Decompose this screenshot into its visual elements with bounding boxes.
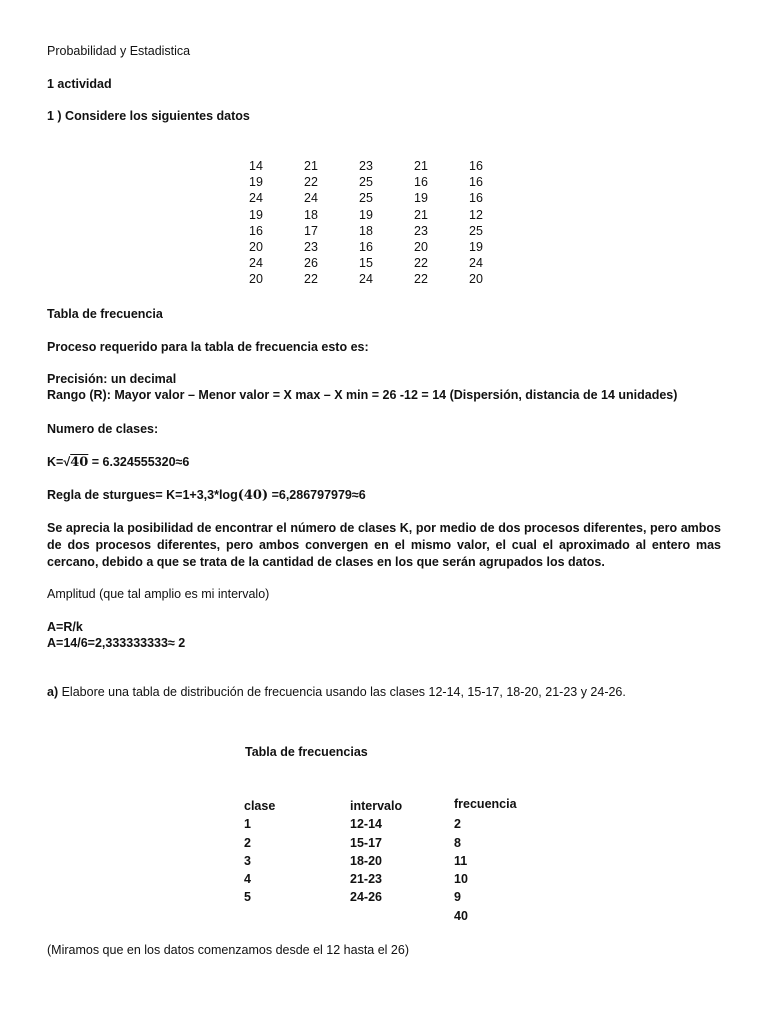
data-cell: 25: [359, 175, 373, 190]
data-cell: 19: [249, 175, 263, 190]
explanation-paragraph: Se aprecia la posibilidad de encontrar el número de clases K, por medio de dos procesos diferentes, pero ambos de dos procesos diferentes, pero ambos convergen en el mismo valor, el cual el aproximado al entero mas cercano, debido a que se trata de la cantidad de clases en los que serán agrupados los datos.: [47, 521, 721, 569]
header-frecuencia: frecuencia: [454, 797, 517, 811]
data-cell: 14: [249, 159, 263, 173]
freq-frecuencia-cell: 9: [454, 890, 461, 905]
data-cell: 16: [469, 191, 483, 206]
freq-frecuencia-cell: 10: [454, 872, 468, 887]
data-cell: 20: [249, 272, 263, 287]
data-cell: 22: [304, 175, 318, 190]
note-text: (Miramos que en los datos comenzamos desde el 12 hasta el 26): [47, 943, 409, 957]
data-cell: 22: [414, 272, 428, 287]
data-row: [249, 239, 524, 255]
data-cell: 23: [304, 239, 318, 254]
freq-table-title: Tabla de frecuencias: [245, 745, 368, 759]
raw-data-table: [249, 158, 524, 288]
sqrt-formula: [47, 454, 189, 471]
data-cell: 25: [359, 191, 373, 206]
data-cell: 23: [414, 223, 428, 238]
freq-intervalo-cell: 15-17: [350, 835, 382, 850]
freq-row: [244, 888, 534, 906]
activity-heading: 1 actividad: [47, 77, 112, 91]
freq-row: [244, 834, 534, 852]
precision-text: Precisión: un decimal: [47, 372, 177, 386]
data-cell: 24: [469, 256, 483, 271]
freq-total: 40: [454, 908, 468, 923]
sturges-prefix: Regla de sturgues= K=1+3,3*log: [47, 488, 238, 502]
part-a-label: a): [47, 685, 59, 699]
data-cell: 19: [414, 191, 428, 206]
freq-frecuencia-cell: 2: [454, 817, 461, 832]
part-a: [47, 684, 626, 700]
sqrt-prefix: K=: [47, 455, 64, 469]
amplitude-calc: A=14/6=2,333333333≈ 2: [47, 636, 186, 650]
data-cell: 12: [469, 207, 483, 222]
data-cell: 16: [414, 175, 428, 190]
number-of-classes-heading: Numero de clases:: [47, 422, 159, 436]
freq-clase-cell: 3: [244, 853, 251, 868]
freq-row: [244, 870, 534, 888]
data-cell: 21: [304, 159, 318, 173]
sqrt-radicand: 40: [70, 455, 89, 470]
empty-cell: [350, 907, 454, 925]
data-cell: 24: [359, 272, 373, 287]
data-row: [249, 158, 524, 174]
data-cell: 18: [304, 207, 318, 222]
data-cell: 16: [359, 239, 373, 254]
freq-clase-cell: 2: [244, 835, 251, 850]
data-row: [249, 255, 524, 271]
frequency-table: [244, 797, 534, 925]
amplitude-formula: A=R/k: [47, 620, 83, 634]
data-cell: 21: [414, 159, 428, 173]
freq-total-row: [244, 907, 534, 925]
data-row: [249, 207, 524, 223]
data-cell: 21: [414, 207, 428, 222]
data-cell: 24: [249, 256, 263, 271]
freq-clase-cell: 4: [244, 872, 251, 887]
data-cell: 19: [249, 207, 263, 222]
amplitude-heading: Amplitud (que tal amplio es mi intervalo): [47, 587, 270, 601]
freq-intervalo-cell: 12-14: [350, 817, 382, 832]
doc-title: Probabilidad y Estadistica: [47, 44, 191, 58]
frequency-table-heading: Tabla de frecuencia: [47, 307, 163, 321]
sturges-formula: [47, 487, 366, 504]
data-cell: 16: [469, 175, 483, 190]
data-cell: 22: [304, 272, 318, 287]
data-row: [249, 271, 524, 287]
data-cell: 18: [359, 223, 373, 238]
data-cell: 25: [469, 223, 483, 238]
data-cell: 22: [414, 256, 428, 271]
data-cell: 20: [249, 239, 263, 254]
data-cell: 19: [359, 207, 373, 222]
data-row: [249, 223, 524, 239]
data-row: [249, 190, 524, 206]
freq-frecuencia-cell: 8: [454, 835, 461, 850]
freq-frecuencia-cell: 11: [454, 853, 468, 868]
sqrt-symbol: √: [63, 455, 71, 469]
data-cell: 20: [414, 239, 428, 254]
data-cell: 23: [359, 159, 373, 173]
part-a-text: Elabore una tabla de distribución de frecuencia usando las clases 12-14, 15-17, 18-20, 21-23 y 24-26.: [58, 685, 626, 699]
freq-intervalo-cell: 18-20: [350, 853, 382, 868]
data-cell: 16: [469, 159, 483, 173]
freq-clase-cell: 1: [244, 817, 251, 832]
empty-cell: [244, 907, 350, 925]
sturges-arg: (40): [237, 488, 269, 503]
sturges-result: =6,286797979≈6: [268, 488, 366, 502]
data-cell: 16: [249, 223, 263, 238]
freq-header-row: [244, 797, 534, 815]
header-clase: clase: [244, 799, 276, 813]
data-row: [249, 174, 524, 190]
header-intervalo: intervalo: [350, 799, 403, 813]
freq-row: [244, 852, 534, 870]
data-cell: 26: [304, 256, 318, 271]
freq-intervalo-cell: 21-23: [350, 872, 382, 887]
data-cell: 15: [359, 256, 373, 271]
data-cell: 20: [469, 272, 483, 287]
freq-row: [244, 815, 534, 833]
question-1: 1 ) Considere los siguientes datos: [47, 109, 250, 123]
process-text: Proceso requerido para la tabla de frecuencia esto es:: [47, 340, 369, 354]
range-text: Rango (R): Mayor valor – Menor valor = X max – X min = 26 -12 = 14 (Dispersión, distancia de 14 unidades): [47, 388, 678, 402]
freq-intervalo-cell: 24-26: [350, 890, 382, 905]
freq-clase-cell: 5: [244, 890, 251, 905]
data-cell: 19: [469, 239, 483, 254]
data-cell: 24: [304, 191, 318, 206]
sqrt-result: = 6.324555320≈6: [88, 455, 190, 469]
data-cell: 17: [304, 223, 318, 238]
data-cell: 24: [249, 191, 263, 206]
